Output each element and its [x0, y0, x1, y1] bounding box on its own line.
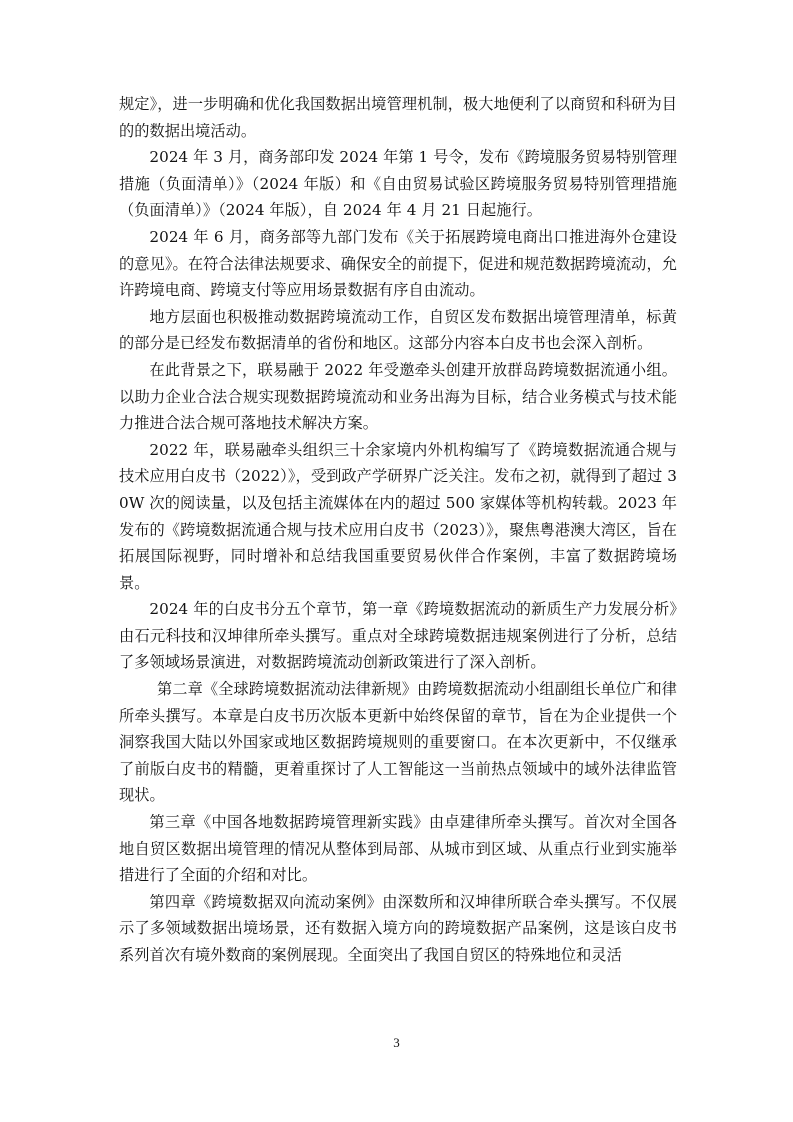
document-body	[119, 91, 677, 969]
paragraph-2022-whitepaper: 2022 年，联易融牵头组织三十余家境内外机构编写了《跨境数据流通合规与技术应用白皮书（2022）》，受到政产学研界广泛关注。发布之初，就得到了超过 30W 次的阅读量，以及包括主流媒体在内的超过 500 家媒体等机构转载。2023 年发布的《跨境数据流通合规与技术应用白皮书（2023）》，聚焦粤港澳大湾区，旨在拓展国际视野，同时增补和总结我国重要贸易伙伴合作案例，丰富了数据跨境场景。	[119, 440, 677, 592]
paragraph-chapter-four: 第四章《跨境数据双向流动案例》由深数所和汉坤律所联合牵头撰写。不仅展示了多领域数据出境场景，还有数据入境方向的跨境数据产品案例，这是该白皮书系列首次有境外数商的案例展现。全面突出了我国自贸区的特殊地位和灵活	[119, 892, 677, 964]
page-number: 3	[393, 1035, 400, 1050]
paragraph-chapter-two: 第二章《全球跨境数据流动法律新规》由跨境数据流动小组副组长单位广和律所牵头撰写。本章是白皮书历次版本更新中始终保留的章节，旨在为企业提供一个洞察我国大陆以外国家或地区数据跨境规则的重要窗口。在本次更新中，不仅继承了前版白皮书的精髓，更着重探讨了人工智能这一当前热点领域中的域外法律监管现状。	[119, 680, 677, 805]
paragraph-background: 在此背景之下，联易融于 2022 年受邀牵头创建开放群岛跨境数据流通小组。以助力企业合法合规实现数据跨境流动和业务出海为目标，结合业务模式与技术能力推进合法合规可落地技术解决方案。	[119, 360, 677, 433]
paragraph-local-level: 地方层面也积极推动数据跨境流动工作，自贸区发布数据出境管理清单，标黄的部分是已经发布数据清单的省份和地区。这部分内容本白皮书也会深入剖析。	[119, 307, 677, 353]
paragraph-2024-march: 2024 年 3 月，商务部印发 2024 年第 1 号令，发布《跨境服务贸易特别管理措施（负面清单）》（2024 年版）和《自由贸易试验区跨境服务贸易特别管理措施（负面清单）》（2024 年版），自 2024 年 4 月 21 日起施行。	[119, 148, 677, 220]
paragraph-2024-june: 2024 年 6 月，商务部等九部门发布《关于拓展跨境电商出口推进海外仓建设的意见》。在符合法律法规要求、确保安全的前提下，促进和规范数据跨境流动，允许跨境电商、跨境支付等应用场景数据有序自由流动。	[119, 227, 677, 300]
paragraph-chapter-one: 2024 年的白皮书分五个章节，第一章《跨境数据流动的新质生产力发展分析》由石元科技和汉坤律所牵头撰写。重点对全球跨境数据违规案例进行了分析，总结了多领域场景演进，对数据跨境流动创新政策进行了深入剖析。	[119, 600, 677, 672]
paragraph-continuation: 规定》，进一步明确和优化我国数据出境管理机制，极大地便利了以商贸和科研为目的的数据出境活动。	[119, 95, 677, 140]
paragraph-chapter-three: 第三章《中国各地数据跨境管理新实践》由卓建律所牵头撰写。首次对全国各地自贸区数据出境管理的情况从整体到局部、从城市到区域、从重点行业到实施举措进行了全面的介绍和对比。	[119, 813, 677, 885]
